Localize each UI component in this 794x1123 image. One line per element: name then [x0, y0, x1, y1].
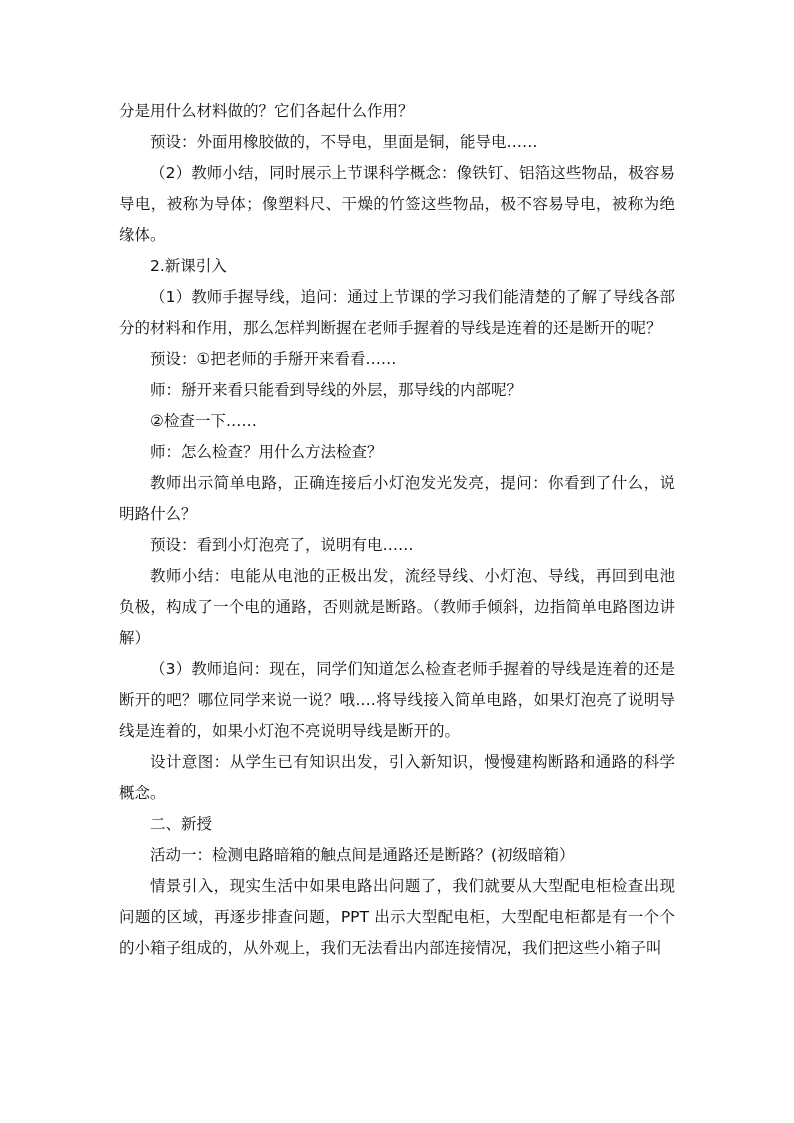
section-heading-new-lesson: 2.新课引入	[150, 257, 227, 275]
document-body	[119, 96, 675, 964]
paragraph-preset-answer-3: 预设：看到小灯泡亮了，说明有电……	[150, 536, 414, 554]
paragraph-design-intent: 设计意图：从学生已有知识出发，引入新知识，慢慢建构断路和通路的科学概念。	[119, 753, 675, 802]
paragraph-activity-one: 活动一：检测电路暗箱的触点间是通路还是断路？(初级暗箱）	[150, 846, 575, 864]
paragraph-teacher-followup: （3）教师追问：现在，同学们知道怎么检查老师手握着的导线是连着的还是断开的吧？哪位同学来说一说？哦….将导线接入简单电路，如果灯泡亮了说明导线是连着的，如果小灯泡不亮说明导线是断开的。	[119, 660, 675, 740]
paragraph-teacher-question: （1）教师手握导线，追问：通过上节课的学习我们能清楚的了解了导线各部分的材料和作用，那么怎样判断握在老师手握着的导线是连着的还是断开的呢？	[119, 288, 675, 337]
paragraph-preset-answer-1: 预设：外面用橡胶做的，不导电，里面是铜，能导电……	[150, 133, 538, 151]
paragraph-teacher-summary-2: 教师小结：电能从电池的正极出发，流经导线、小灯泡、导线，再回到电池负极，构成了一个电的通路，否则就是断路。（教师手倾斜，边指简单电路图边讲解）	[119, 567, 675, 647]
paragraph-teacher-summary-1: （2）教师小结，同时展示上节课科学概念：像铁钉、铝箔这些物品，极容易导电，被称为导体；像塑料尺、干燥的竹签这些物品，极不容易导电，被称为绝缘体。	[119, 164, 675, 244]
paragraph-scenario-intro: 情景引入，现实生活中如果电路出问题了，我们就要从大型配电柜检查出现问题的区域，再逐步排查问题，PPT 出示大型配电柜，大型配电柜都是有一个个的小箱子组成的，从外观上，我们无法看出内部连接情况，我们把这些小箱子叫	[119, 877, 675, 957]
paragraph-teacher-line-1: 师：掰开来看只能看到导线的外层，那导线的内部呢？	[150, 381, 523, 399]
paragraph-preset-answer-2: 预设：①把老师的手掰开来看看……	[150, 350, 397, 368]
paragraph-check: ②检查一下……	[150, 412, 257, 430]
paragraph-continuation: 分是用什么材料做的？它们各起什么作用？	[119, 102, 414, 120]
paragraph-simple-circuit: 教师出示简单电路，正确连接后小灯泡发光发亮，提问：你看到了什么，说明路什么？	[119, 474, 675, 523]
section-heading-new-teaching: 二、新授	[150, 815, 213, 833]
paragraph-teacher-line-2: 师：怎么检查？用什么方法检查？	[150, 443, 383, 461]
